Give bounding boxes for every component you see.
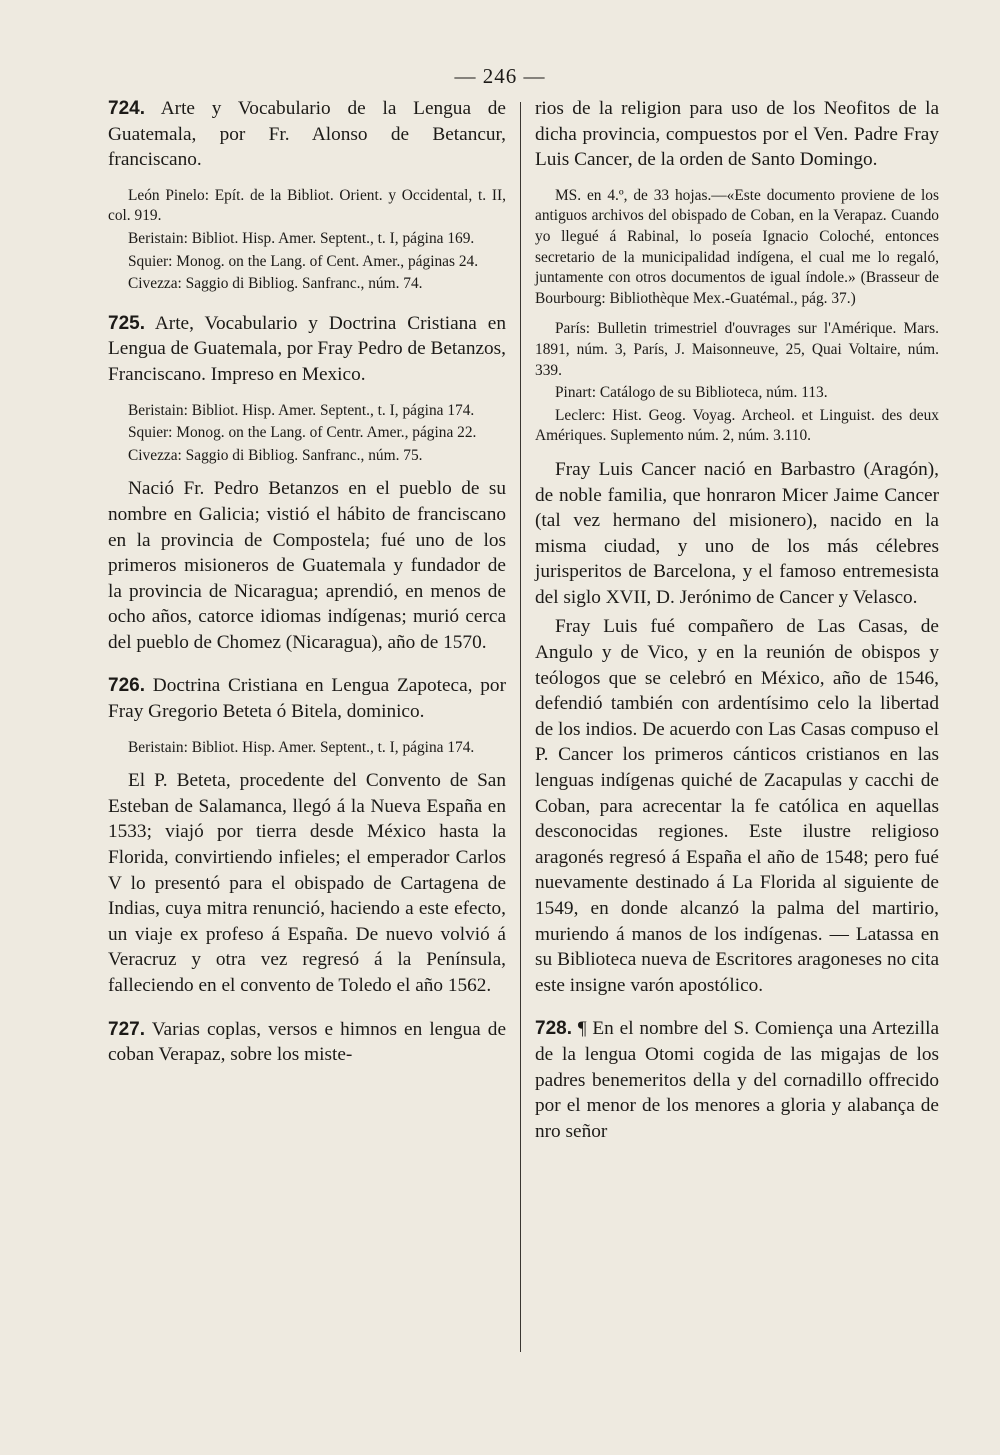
entry-title: ¶ En el nombre del S. Comiença una Artezilla de la lengua Otomi cogida de las migajas de los padres benemeritos della y del cornadillo offrecido por el menor de los menores a gloria y alabança de nro señor xyxy=(535,1018,939,1142)
body-paragraph: Fray Luis Cancer nació en Barbastro (Aragón), de noble familia, que honraron Micer Jaime Cancer (tal vez hermano del misionero), nacido en la misma ciudad, y uno de los más célebres jurisperitos de Barcelona, y el famoso entremesista del siglo XVII, D. Jerónimo de Cancer y Velasco. xyxy=(535,458,939,608)
entry-number: 724. xyxy=(108,98,145,119)
reference: Civezza: Saggio di Bibliog. Sanfranc., núm. 74. xyxy=(128,275,423,293)
entry-title: Varias coplas, versos e himnos en lengua de coban Verapaz, sobre los miste- xyxy=(108,1018,506,1066)
entry-727-continuation: rios de la religion para uso de los Neofitos de la dicha provincia, compuestos por el Ven. Padre Fray Luis Cancer, de la orden de Santo Domingo. xyxy=(535,98,939,171)
entry-number: 726. xyxy=(108,675,145,697)
reference: Civezza: Saggio di Bibliog. Sanfranc., núm. 75. xyxy=(128,446,423,464)
reference: Beristain: Bibliot. Hisp. Amer. Septent., t. I, página 174. xyxy=(128,401,475,419)
entry-724-heading xyxy=(108,96,506,173)
reference: Beristain: Bibliot. Hisp. Amer. Septent., t. I, página 169. xyxy=(128,229,475,247)
body-paragraph: Nació Fr. Pedro Betanzos en el pueblo de su nombre en Galicia; vistió el hábito de franciscano en la provincia de Compostela; fué uno de los primeros misioneros de Guatemala y fundador de la provincia de Nicaragua; aprendió, en menos de ocho años, catorce idiomas indígenas; murió cerca del pueblo de Chomez (Nicaragua), año de 1570. xyxy=(108,478,506,653)
right-column xyxy=(535,96,939,1149)
reference: Squier: Monog. on the Lang. of Centr. Amer., página 22. xyxy=(128,424,477,442)
page-number: — 246 — xyxy=(454,64,546,88)
entry-728-heading xyxy=(535,1016,939,1144)
entry-number: 728. xyxy=(535,1018,572,1040)
entry-725-heading xyxy=(108,311,506,388)
reference: Leclerc: Hist. Geog. Voyag. Archeol. et Linguist. des deux Amériques. Suplemento núm. 2, núm. 3.110. xyxy=(535,406,939,445)
entry-title: Doctrina Cristiana en Lengua Zapoteca, por Fray Gregorio Beteta ó Bitela, dominico. xyxy=(108,675,506,723)
entry-number: 725. xyxy=(108,312,145,334)
manuscript-note: MS. en 4.º, de 33 hojas.—«Este documento proviene de los antiguos archivos del obispado de Coban, en la Verapaz. Cuando yo llegué á Rabinal, lo poseía Ignacio Coloché, entonces secretario de la municipalidad indígena, el cual me lo regaló, juntamente con otros documentos de igual índole.» (Brasseur de Bourbourg: Bibliothèque Mex.-Guatémal., pág. 37.) xyxy=(535,186,939,307)
reference: Pinart: Catálogo de su Biblioteca, núm. 113. xyxy=(555,384,828,402)
body-paragraph: Fray Luis fué compañero de Las Casas, de Angulo y de Vico, y en la reunión de obispos y teólogos que se celebró en México, año de 1546, defendió también con ardentísimo celo la libertad de los indios. De acuerdo con Las Casas compuso el P. Cancer los primeros cánticos cristianos en las lenguas indígenas quiché de Zacapulas y cacchi de Coban, para acrecentar la fe católica en aquellas desconocidas regiones. Este ilustre religioso aragonés regresó á España el año de 1548; pero fué nuevamente destinado á La Florida al siguiente de 1549, en donde alcanzó la palma del martirio, muriendo á manos de los indígenas. — Latassa en su Biblioteca nueva de Escritores aragoneses no cita este insigne varón apostólico. xyxy=(535,616,939,996)
entry-number: 727. xyxy=(108,1018,145,1040)
left-column xyxy=(108,96,506,1073)
reference: Squier: Monog. on the Lang. of Cent. Amer., páginas 24. xyxy=(128,252,479,270)
entry-title: Arte y Vocabulario de la Lengua de Guatemala, por Fr. Alonso de Betancur, franciscano. xyxy=(108,98,506,171)
reference: León Pinelo: Epít. de la Bibliot. Orient. y Occidental, t. II, col. 919. xyxy=(108,186,506,225)
entry-727-heading xyxy=(108,1017,506,1068)
entry-726-heading xyxy=(108,673,506,724)
reference: París: Bulletin trimestriel d'ouvrages sur l'Amérique. Mars. 1891, núm. 3, París, J. Maisonneuve, 25, Quai Voltaire, núm. 339. xyxy=(535,320,939,379)
entry-title: Arte, Vocabulario y Doctrina Cristiana en Lengua de Guatemala, por Fray Pedro de Betanzos, Franciscano. Impreso en Mexico. xyxy=(108,312,506,385)
body-paragraph: El P. Beteta, procedente del Convento de San Esteban de Salamanca, llegó á la Nueva España en 1533; viajó por tierra desde México hasta la Florida, convirtiendo infieles; el emperador Carlos V lo presentó para el obispado de Cartagena de Indias, cuya mitra renunció, haciendo a este efecto, un viaje ex profeso á España. De nuevo volvió á Veracruz y otra vez regresó á la Península, falleciendo en el convento de Toledo el año 1562. xyxy=(108,770,506,996)
reference: Beristain: Bibliot. Hisp. Amer. Septent., t. I, página 174. xyxy=(128,738,475,756)
column-divider xyxy=(520,102,521,1352)
